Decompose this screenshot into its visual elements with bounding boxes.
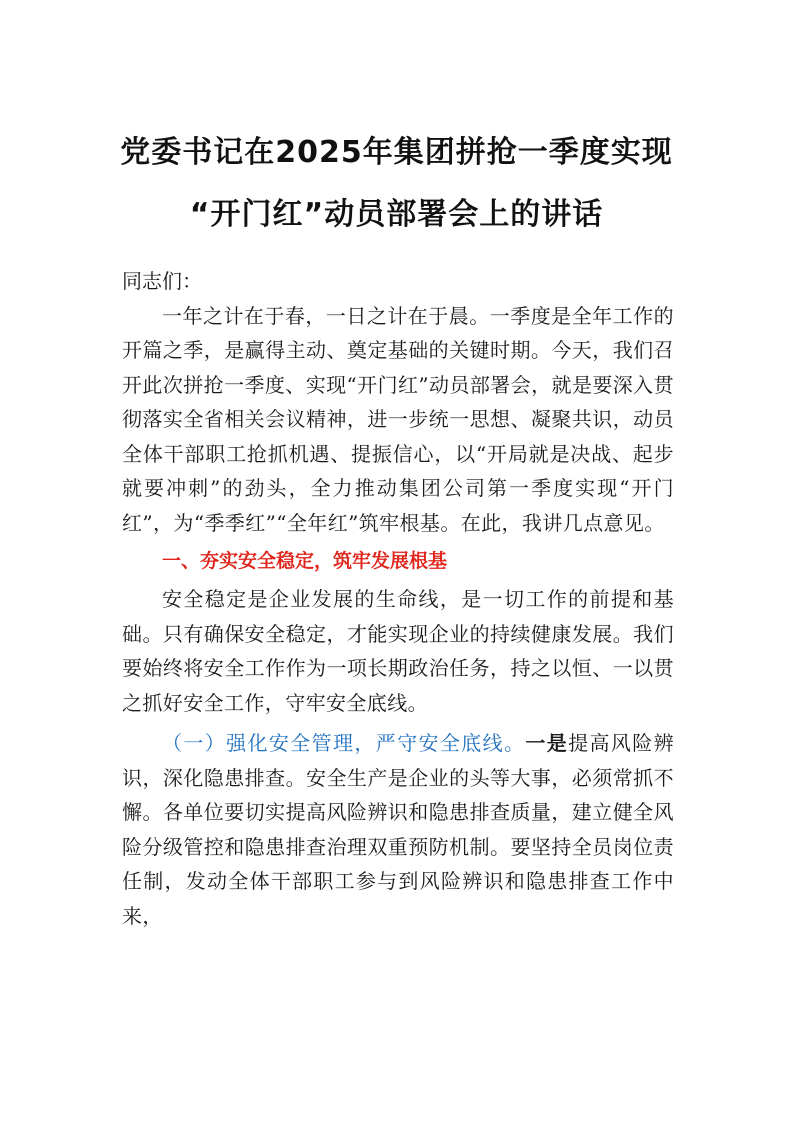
title-line-1: 党委书记在2025年集团拼抢一季度实现 [120,135,673,170]
salutation: 同志们： [122,269,202,293]
section-1-paragraph: 安全稳定是企业发展的生命线，是一切工作的前提和基础。只有确保安全稳定，才能实现企业的持续健康发展。我们要始终将安全工作作为一项长期政治任务，持之以恒、一以贯之抓好安全工作，守牢安全底线。 [122,587,674,715]
subsection-heading-1: （一）强化安全管理，严守安全底线。 [162,731,526,755]
document-title [0,122,793,246]
document-body [122,264,674,933]
subsection-1-lead: 一是 [525,731,569,755]
title-line-2: “开门红”动员部署会上的讲话 [189,197,604,232]
subsection-1-text: 提高风险辨识，深化隐患排查。安全生产是企业的头等大事，必须常抓不懈。各单位要切实提高风险辨识和隐患排查质量，建立健全风险分级管控和隐患排查治理双重预防机制。要坚持全员岗位责任制，发动全体干部职工参与到风险辨识和隐患排查工作中来， [122,731,674,928]
section-heading-1: 一、夯实安全稳定，筑牢发展根基 [162,550,448,572]
intro-paragraph: 一年之计在于春，一日之计在于晨。一季度是全年工作的开篇之季，是赢得主动、奠定基础的关键时期。今天，我们召开此次拼抢一季度、实现“开门红”动员部署会，就是要深入贯彻落实全省相关会议精神，进一步统一思想、凝聚共识，动员全体干部职工抢抓机遇、提振信心，以“开局就是决战、起步就要冲刺”的劲头，全力推动集团公司第一季度实现“开门红”，为“季季红”“全年红”筑牢根基。在此，我讲几点意见。 [122,303,674,535]
subsection-1-paragraph [122,726,674,933]
